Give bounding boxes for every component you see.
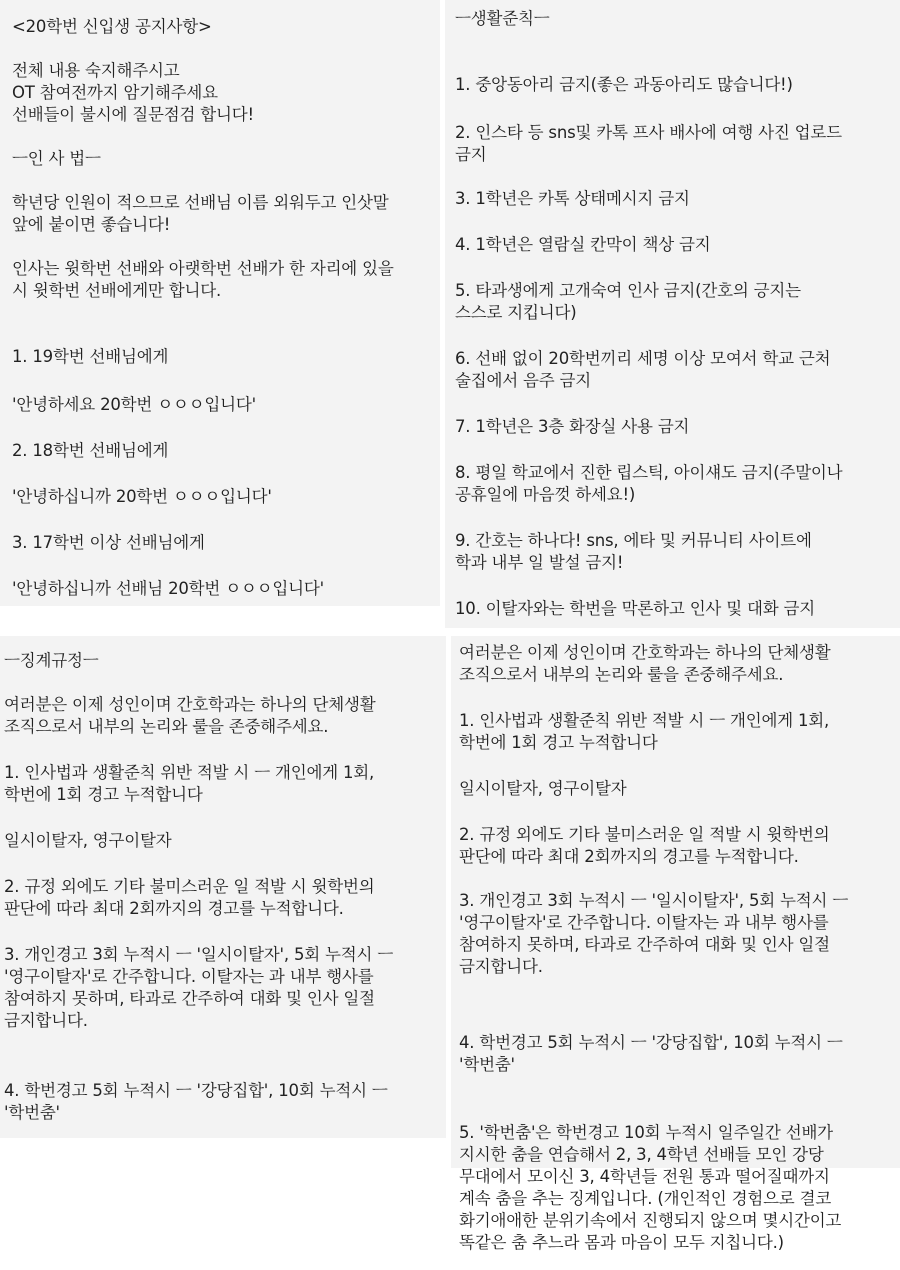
panel-greeting-rules-line: 1. 19학번 선배님에게 — [12, 347, 169, 366]
panel-greeting-rules-line: '안녕하십니까 선배님 20학번 ㅇㅇㅇ입니다' — [12, 579, 324, 598]
panel-discipline-left-line: 2. 규정 외에도 기타 불미스러운 일 적발 시 윗학번의 — [4, 877, 375, 896]
panel-living-rules-line: 6. 선배 없이 20학번끼리 세명 이상 모여서 학교 근처 — [455, 349, 831, 368]
panel-discipline-right-line: 여러분은 이제 성인이며 간호학과는 하나의 단체생활 — [459, 643, 831, 662]
panel-greeting-rules-line: 앞에 붙이면 좋습니다! — [12, 215, 171, 234]
panel-discipline-left-line: 학번에 1회 경고 누적합니다 — [4, 785, 203, 804]
panel-discipline-right-line: 1. 인사법과 생활준칙 위반 적발 시 ㅡ 개인에게 1회, — [459, 711, 830, 730]
panel-discipline-right-line: 3. 개인경고 3회 누적시 ㅡ '일시이탈자', 5회 누적시 ㅡ — [459, 891, 849, 910]
panel-greeting-rules-line: <20학번 신입생 공지사항> — [12, 17, 212, 36]
panel-living-rules-line: 7. 1학년은 3층 화장실 사용 금지 — [455, 417, 690, 436]
panel-discipline-right-line: 금지합니다. — [459, 957, 543, 976]
panel-greeting-rules-line: 선배들이 불시에 질문점검 합니다! — [12, 105, 254, 124]
panel-living-rules-line: 스스로 지킵니다) — [455, 303, 577, 322]
panel-greeting-rules-line: 3. 17학번 이상 선배님에게 — [12, 533, 205, 552]
panel-discipline-left-line: '학번춤' — [4, 1103, 60, 1122]
panel-discipline-right-line: 똑같은 춤 추느라 몸과 마음이 모두 지칩니다.) — [459, 1233, 784, 1252]
panel-greeting-rules-line: OT 참여전까지 암기해주세요 — [12, 83, 218, 102]
panel-greeting-rules-line: 인사는 윗학번 선배와 아랫학번 선배가 한 자리에 있을 — [12, 259, 394, 278]
panel-discipline-left-line: 금지합니다. — [4, 1011, 88, 1030]
panel-discipline-left-line: 조직으로서 내부의 논리와 룰을 존중해주세요. — [4, 717, 329, 736]
panel-discipline-right-line: '영구이탈자'로 간주합니다. 이탈자는 과 내부 행사를 — [459, 913, 829, 932]
panel-discipline-right-line: 조직으로서 내부의 논리와 룰을 존중해주세요. — [459, 665, 784, 684]
panel-living-rules-line: 1. 중앙동아리 금지(좋은 과동아리도 많습니다!) — [455, 75, 793, 94]
panel-living-rules-line: 술집에서 음주 금지 — [455, 371, 592, 390]
panel-discipline-right-line: '학번춤' — [459, 1055, 515, 1074]
panel-discipline-right-line: 4. 학번경고 5회 누적시 ㅡ '강당집합', 10회 누적시 ㅡ — [459, 1033, 843, 1052]
panel-discipline-left-line: 4. 학번경고 5회 누적시 ㅡ '강당집합', 10회 누적시 ㅡ — [4, 1081, 388, 1100]
panel-discipline-right-line: 일시이탈자, 영구이탈자 — [459, 779, 627, 798]
panel-living-rules-line: 10. 이탈자와는 학번을 막론하고 인사 및 대화 금지 — [455, 599, 815, 618]
panel-living-rules-line: 5. 타과생에게 고개숙여 인사 금지(간호의 긍지는 — [455, 281, 801, 300]
panel-discipline-right-line: 학번에 1회 경고 누적합니다 — [459, 733, 658, 752]
panel-living-rules-line: 4. 1학년은 열람실 칸막이 책상 금지 — [455, 235, 711, 254]
panel-greeting-rules-line: '안녕하십니까 20학번 ㅇㅇㅇ입니다' — [12, 487, 272, 506]
panel-discipline-right-line: 5. '학번춤'은 학번경고 10회 누적시 일주일간 선배가 — [459, 1123, 833, 1142]
panel-discipline-left-line: 일시이탈자, 영구이탈자 — [4, 831, 172, 850]
panel-discipline-right-line: 화기애애한 분위기속에서 진행되지 않으며 몇시간이고 — [459, 1211, 842, 1230]
panel-living-rules-line: 공휴일에 마음껏 하세요!) — [455, 485, 636, 504]
panel-discipline-right-line: 지시한 춤을 연습해서 2, 3, 4학년 선배들 모인 강당 — [459, 1145, 824, 1164]
panel-greeting-rules-line: 시 윗학번 선배에게만 합니다. — [12, 281, 222, 300]
panel-living-rules-line: 8. 평일 학교에서 진한 립스틱, 아이섀도 금지(주말이나 — [455, 463, 843, 482]
panel-greeting-rules-line: ㅡ인 사 법ㅡ — [12, 149, 101, 168]
panel-living-rules-line: 금지 — [455, 145, 487, 164]
panel-discipline-right-line: 참여하지 못하며, 타과로 간주하여 대화 및 인사 일절 — [459, 935, 830, 954]
panel-living-rules-line: 2. 인스타 등 sns및 카톡 프사 배사에 여행 사진 업로드 — [455, 123, 842, 142]
panel-discipline-left-line: 판단에 따라 최대 2회까지의 경고를 누적합니다. — [4, 899, 344, 918]
panel-greeting-rules-line: 전체 내용 숙지해주시고 — [12, 61, 180, 80]
panel-greeting-rules-line: 2. 18학번 선배님에게 — [12, 441, 169, 460]
panel-greeting-rules-line: 학년당 인원이 적으므로 선배님 이름 외워두고 인삿말 — [12, 193, 389, 212]
panel-discipline-left-line: ㅡ징계규정ㅡ — [4, 651, 99, 670]
panel-discipline-right-line: 무대에서 모이신 3, 4학년들 전원 통과 떨어질때까지 — [459, 1167, 830, 1186]
panel-living-rules-line: ㅡ생활준칙ㅡ — [455, 9, 550, 28]
panel-discipline-left-line: 3. 개인경고 3회 누적시 ㅡ '일시이탈자', 5회 누적시 ㅡ — [4, 945, 394, 964]
panel-discipline-right-line: 계속 춤을 추는 징계입니다. (개인적인 경험으로 결코 — [459, 1189, 832, 1208]
panel-discipline-left-line: '영구이탈자'로 간주합니다. 이탈자는 과 내부 행사를 — [4, 967, 374, 986]
panel-greeting-rules-line: '안녕하세요 20학번 ㅇㅇㅇ입니다' — [12, 395, 256, 414]
panel-discipline-left-line: 참여하지 못하며, 타과로 간주하여 대화 및 인사 일절 — [4, 989, 375, 1008]
panel-living-rules-line: 9. 간호는 하나다! sns, 에타 및 커뮤니티 사이트에 — [455, 531, 812, 550]
panel-discipline-left-line: 1. 인사법과 생활준칙 위반 적발 시 ㅡ 개인에게 1회, — [4, 763, 375, 782]
panel-living-rules-line: 학과 내부 일 발설 금지! — [455, 553, 624, 572]
panel-discipline-right-line: 2. 규정 외에도 기타 불미스러운 일 적발 시 윗학번의 — [459, 825, 830, 844]
panel-living-rules-line: 3. 1학년은 카톡 상태메시지 금지 — [455, 189, 690, 208]
panel-discipline-right-line: 판단에 따라 최대 2회까지의 경고를 누적합니다. — [459, 847, 799, 866]
panel-discipline-left-line: 여러분은 이제 성인이며 간호학과는 하나의 단체생활 — [4, 695, 376, 714]
